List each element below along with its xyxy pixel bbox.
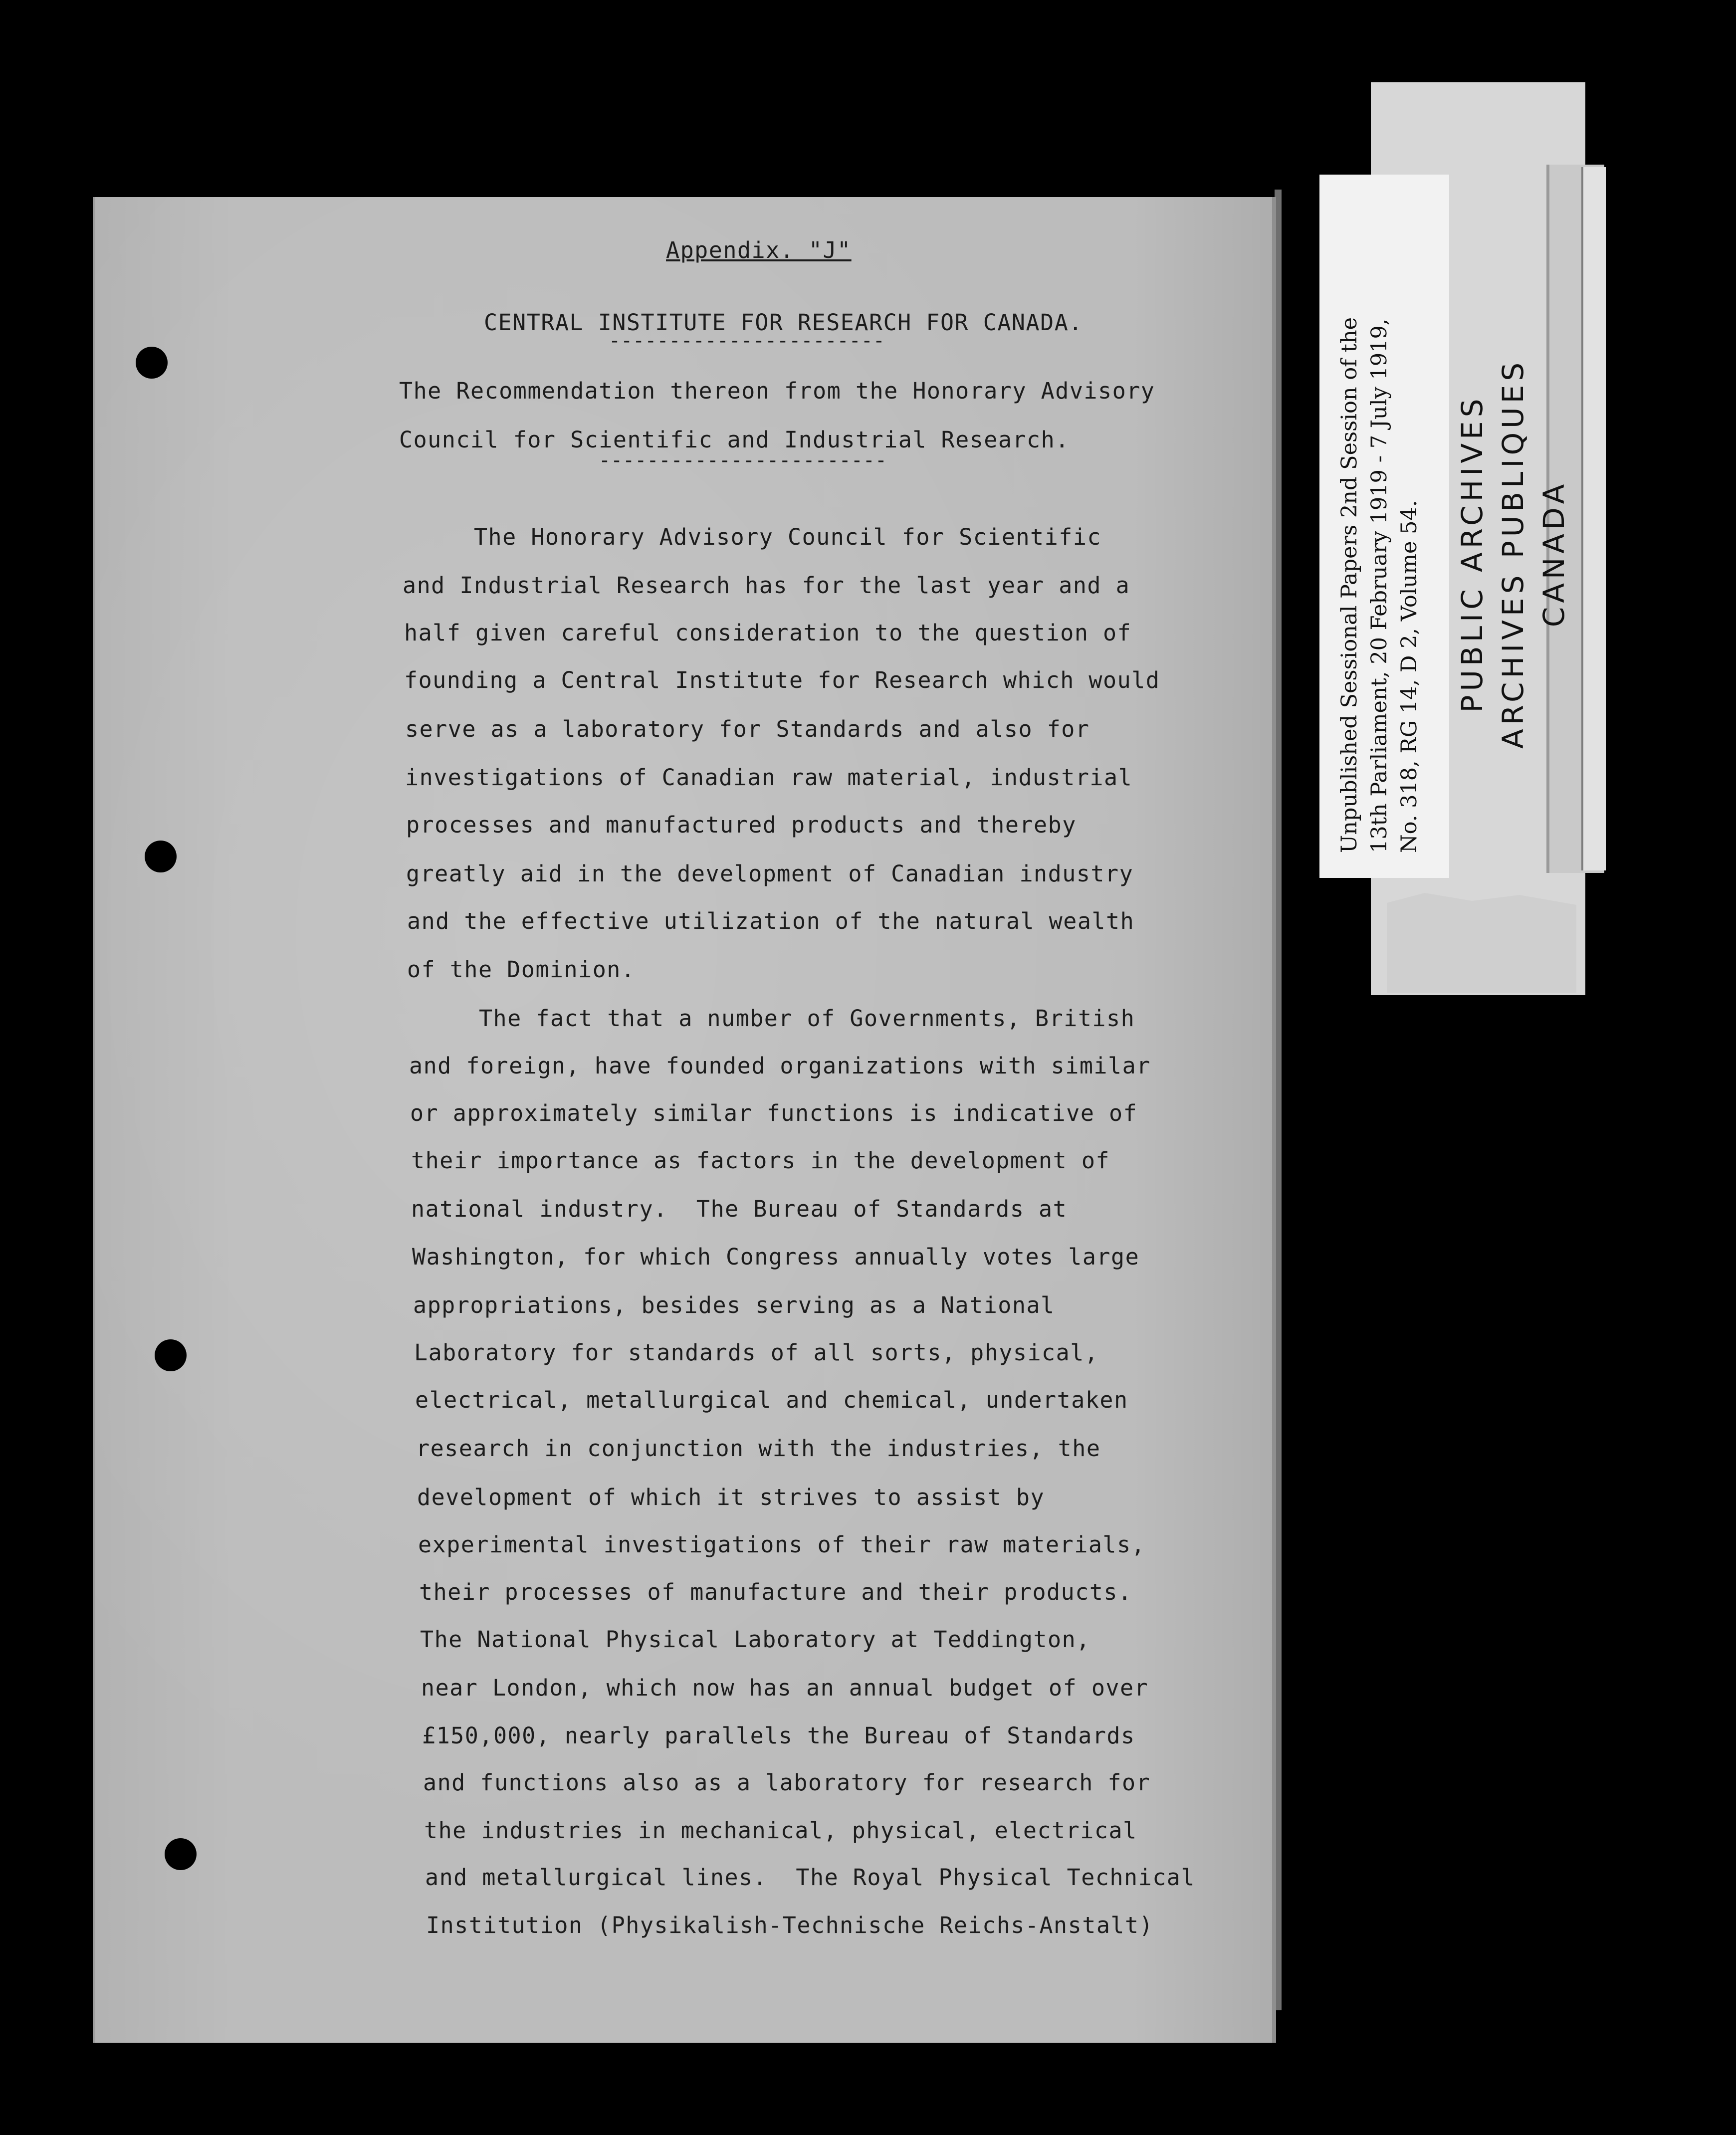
body-line: or approximately similar functions is indicative of [410,1100,1138,1126]
archive-label-line-3: No. 318, RG 14, D 2, Volume 54. [1397,500,1422,853]
archive-label-card [1319,175,1449,878]
body-line: Laboratory for standards of all sorts, physical, [414,1339,1099,1366]
subtitle-rule: ------------------------ [599,449,887,472]
body-line: and foreign, have founded organizations with similar [409,1053,1151,1079]
body-line: greatly aid in the development of Canadian industry [406,860,1134,887]
body-line: serve as a laboratory for Standards and also for [405,716,1090,742]
body-line: half given careful consideration to the question of [404,620,1132,646]
body-line: the industries in mechanical, physical, electrical [424,1817,1137,1844]
body-line: The fact that a number of Governments, British [408,1005,1135,1032]
document-title: CENTRAL INSTITUTE FOR RESEARCH FOR CANADA. [484,309,1083,336]
body-line: £150,000, nearly parallels the Bureau of Standards [422,1722,1135,1749]
body-line: appropriations, besides serving as a National [413,1292,1055,1318]
stamp-line-2: ARCHIVES PUBLIQUES [1496,358,1530,749]
body-line: and functions also as a laboratory for research for [423,1769,1151,1796]
body-line: Washington, for which Congress annually votes large [412,1244,1140,1270]
page-edge [1275,190,1282,2010]
body-line: development of which it strives to assist by [417,1484,1045,1510]
archive-label-text [1334,317,1424,853]
body-line: investigations of Canadian raw material, industrial [405,764,1133,791]
body-line: processes and manufactured products and thereby [406,812,1077,838]
archive-label-line-1: Unpublished Sessional Papers 2nd Session of the [1337,317,1362,853]
body-line: electrical, metallurgical and chemical, undertaken [415,1387,1128,1413]
typed-text [95,197,1272,2043]
subtitle-line-2: Council for Scientific and Industrial Research. [399,427,1070,453]
body-line: of the Dominion. [407,956,636,983]
body-line: The National Physical Laboratory at Teddington, [420,1626,1090,1653]
archive-strip-edge [1581,167,1606,870]
body-line: experimental investigations of their raw materials, [418,1531,1146,1558]
body-line: research in conjunction with the industries, the [416,1435,1101,1462]
body-line: The Honorary Advisory Council for Scientific [403,524,1102,550]
appendix-heading: Appendix. "J" [666,237,852,263]
body-line: near London, which now has an annual budget of over [421,1675,1149,1701]
document-page [95,197,1272,2043]
body-line: and Industrial Research has for the last year and a [403,572,1130,599]
body-line: their processes of manufacture and their products. [419,1579,1132,1605]
body-line: founding a Central Institute for Research which would [404,667,1160,693]
archive-strip-torn-end [1387,893,1576,993]
body-line: Institution (Physikalish-Technische Reichs-Anstalt) [426,1912,1154,1938]
archive-label-line-2: 13th Parliament, 20 February 1919 - 7 July 1919, [1367,318,1392,853]
body-line: their importance as factors in the development of [411,1147,1110,1174]
stamp-line-1: PUBLIC ARCHIVES [1455,395,1489,713]
stamp-line-3: CANADA [1537,480,1571,628]
body-line: and the effective utilization of the natural wealth [407,908,1135,934]
title-rule: ----------------------- [609,329,885,352]
body-line: and metallurgical lines. The Royal Physical Technical [425,1864,1195,1891]
body-line: national industry. The Bureau of Standards at [411,1196,1068,1222]
subtitle-line-1: The Recommendation thereon from the Honorary Advisory [399,378,1155,404]
public-archives-stamp [1452,289,1574,818]
